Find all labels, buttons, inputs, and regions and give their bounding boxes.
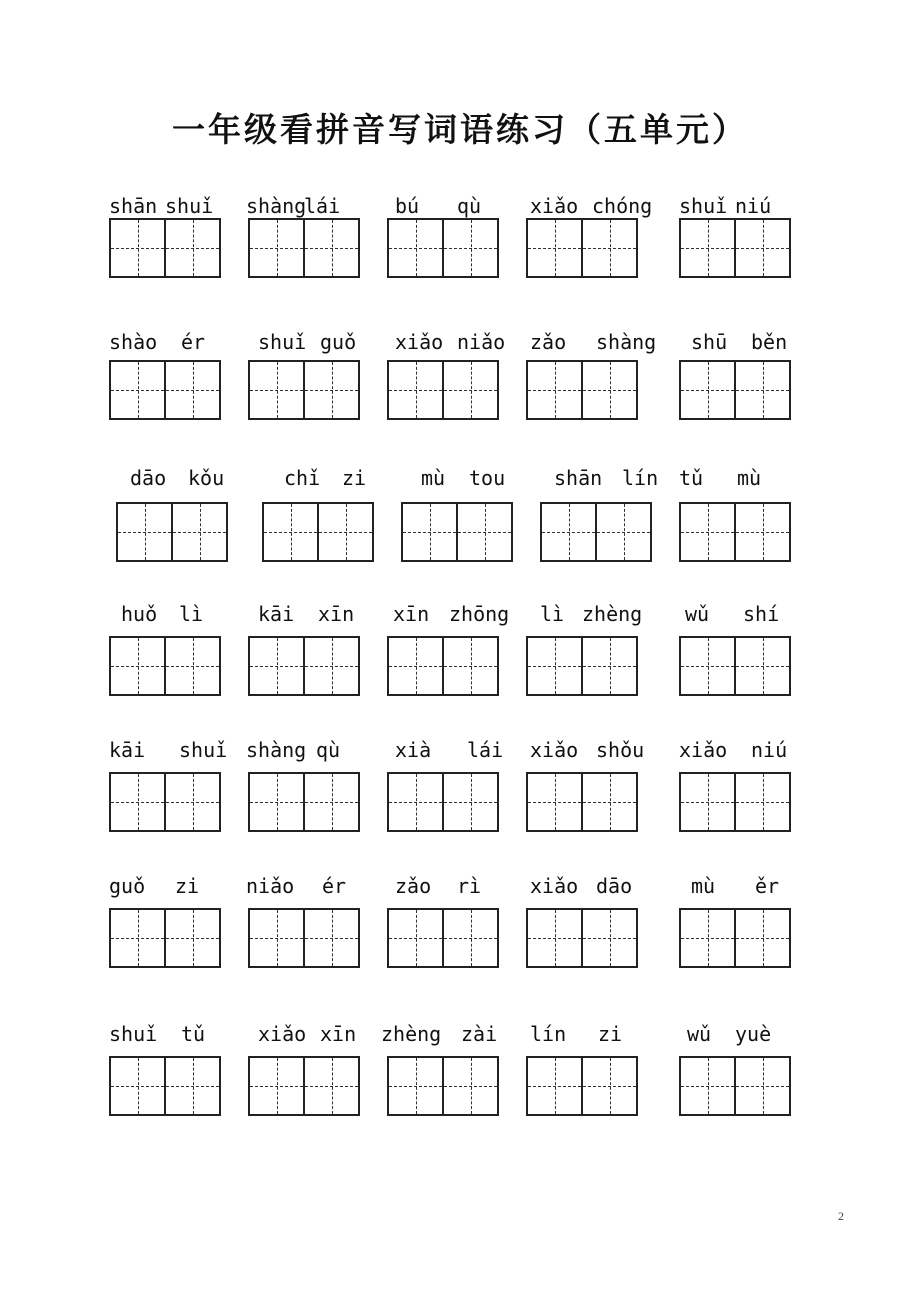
- pinyin-syllable: dāo: [130, 466, 167, 490]
- tian-zi-cell[interactable]: [681, 1058, 734, 1114]
- tian-zi-cell[interactable]: [681, 504, 734, 560]
- pinyin-syllable: shàng: [596, 330, 657, 354]
- tian-zi-cell[interactable]: [681, 220, 734, 276]
- pinyin-syllable: lì: [540, 602, 565, 626]
- tian-zi-cell[interactable]: [456, 504, 511, 560]
- writing-grid[interactable]: [679, 772, 791, 832]
- tian-zi-cell[interactable]: [303, 1058, 358, 1114]
- tian-zi-cell[interactable]: [595, 504, 650, 560]
- pinyin-syllable: qù: [457, 194, 482, 218]
- pinyin-syllable: shū: [691, 330, 728, 354]
- pinyin-syllable: kǒu: [188, 466, 225, 490]
- writing-grid[interactable]: [109, 360, 221, 420]
- tian-zi-cell[interactable]: [681, 910, 734, 966]
- pinyin-syllable: zǎo: [395, 874, 432, 898]
- tian-zi-cell[interactable]: [111, 774, 164, 830]
- writing-grid[interactable]: [248, 908, 360, 968]
- pinyin-syllable: shuǐ: [179, 738, 228, 762]
- tian-zi-cell[interactable]: [581, 910, 636, 966]
- tian-zi-cell[interactable]: [442, 774, 497, 830]
- tian-zi-cell[interactable]: [734, 220, 789, 276]
- pinyin-syllable: chǐ: [284, 466, 321, 490]
- writing-grid[interactable]: [109, 218, 221, 278]
- pinyin-syllable: mù: [737, 466, 762, 490]
- pinyin-syllable: tǔ: [181, 1022, 206, 1046]
- tian-zi-cell[interactable]: [528, 1058, 581, 1114]
- writing-grid[interactable]: [526, 1056, 638, 1116]
- tian-zi-cell[interactable]: [303, 638, 358, 694]
- pinyin-syllable: bú: [395, 194, 420, 218]
- tian-zi-cell[interactable]: [528, 774, 581, 830]
- pinyin-syllable: qù: [316, 738, 341, 762]
- pinyin-syllable: zi: [342, 466, 367, 490]
- pinyin-syllable: xiǎo: [258, 1022, 307, 1046]
- tian-zi-cell[interactable]: [528, 220, 581, 276]
- pinyin-syllable: mù: [421, 466, 446, 490]
- tian-zi-cell[interactable]: [734, 504, 789, 560]
- pinyin-syllable: xiǎo: [530, 738, 579, 762]
- pinyin-syllable: niú: [735, 194, 772, 218]
- tian-zi-cell[interactable]: [164, 220, 219, 276]
- pinyin-syllable: lín: [622, 466, 659, 490]
- tian-zi-cell[interactable]: [264, 504, 317, 560]
- pinyin-syllable: zhōng: [449, 602, 510, 626]
- pinyin-syllable: lái: [467, 738, 504, 762]
- writing-grid[interactable]: [387, 360, 499, 420]
- writing-grid[interactable]: [526, 218, 638, 278]
- tian-zi-cell[interactable]: [164, 362, 219, 418]
- pinyin-syllable: xiǎo: [530, 874, 579, 898]
- tian-zi-cell[interactable]: [542, 504, 595, 560]
- tian-zi-cell[interactable]: [681, 638, 734, 694]
- tian-zi-cell[interactable]: [164, 638, 219, 694]
- pinyin-syllable: zi: [598, 1022, 623, 1046]
- tian-zi-cell[interactable]: [734, 774, 789, 830]
- tian-zi-cell[interactable]: [250, 362, 303, 418]
- tian-zi-cell[interactable]: [734, 638, 789, 694]
- writing-grid[interactable]: [679, 502, 791, 562]
- writing-grid[interactable]: [679, 636, 791, 696]
- page-number: 2: [838, 1209, 844, 1223]
- writing-grid[interactable]: [248, 218, 360, 278]
- tian-zi-cell[interactable]: [734, 910, 789, 966]
- tian-zi-cell[interactable]: [317, 504, 372, 560]
- writing-grid[interactable]: [248, 1056, 360, 1116]
- pinyin-syllable: shuǐ: [109, 1022, 158, 1046]
- tian-zi-cell[interactable]: [389, 910, 442, 966]
- pinyin-syllable: tǔ: [679, 466, 704, 490]
- tian-zi-cell[interactable]: [250, 1058, 303, 1114]
- pinyin-syllable: wǔ: [687, 1022, 712, 1046]
- tian-zi-cell[interactable]: [164, 774, 219, 830]
- tian-zi-cell[interactable]: [389, 362, 442, 418]
- pinyin-syllable: xīn: [393, 602, 430, 626]
- tian-zi-cell[interactable]: [581, 1058, 636, 1114]
- tian-zi-cell[interactable]: [250, 220, 303, 276]
- tian-zi-cell[interactable]: [111, 910, 164, 966]
- writing-grid[interactable]: [248, 360, 360, 420]
- pinyin-syllable: huǒ: [121, 602, 158, 626]
- pinyin-syllable: dāo: [596, 874, 633, 898]
- tian-zi-cell[interactable]: [528, 910, 581, 966]
- pinyin-syllable: xià: [395, 738, 432, 762]
- pinyin-syllable: niú: [751, 738, 788, 762]
- pinyin-syllable: zǎo: [530, 330, 567, 354]
- page-title: 一年级看拼音写词语练习（五单元）: [172, 110, 748, 149]
- writing-grid[interactable]: [526, 772, 638, 832]
- pinyin-syllable: rì: [457, 874, 482, 898]
- tian-zi-cell[interactable]: [389, 1058, 442, 1114]
- tian-zi-cell[interactable]: [111, 362, 164, 418]
- tian-zi-cell[interactable]: [442, 910, 497, 966]
- pinyin-syllable: shuǐ: [258, 330, 307, 354]
- pinyin-syllable: běn: [751, 330, 788, 354]
- tian-zi-cell[interactable]: [111, 220, 164, 276]
- writing-grid[interactable]: [387, 636, 499, 696]
- writing-grid[interactable]: [387, 772, 499, 832]
- tian-zi-cell[interactable]: [581, 362, 636, 418]
- pinyin-syllable: guǒ: [320, 330, 357, 354]
- writing-grid[interactable]: [387, 908, 499, 968]
- tian-zi-cell[interactable]: [303, 362, 358, 418]
- tian-zi-cell[interactable]: [581, 774, 636, 830]
- writing-grid[interactable]: [526, 360, 638, 420]
- tian-zi-cell[interactable]: [442, 638, 497, 694]
- writing-grid[interactable]: [540, 502, 652, 562]
- pinyin-syllable: shàng: [246, 738, 307, 762]
- tian-zi-cell[interactable]: [303, 774, 358, 830]
- writing-grid[interactable]: [109, 1056, 221, 1116]
- tian-zi-cell[interactable]: [303, 220, 358, 276]
- tian-zi-cell[interactable]: [250, 910, 303, 966]
- pinyin-syllable: kāi: [109, 738, 146, 762]
- pinyin-syllable: kāi: [258, 602, 295, 626]
- tian-zi-cell[interactable]: [528, 362, 581, 418]
- pinyin-syllable: wǔ: [685, 602, 710, 626]
- pinyin-syllable: yuè: [735, 1022, 772, 1046]
- pinyin-syllable: shān: [109, 194, 158, 218]
- tian-zi-cell[interactable]: [734, 1058, 789, 1114]
- pinyin-syllable: niǎo: [246, 874, 295, 898]
- tian-zi-cell[interactable]: [581, 220, 636, 276]
- tian-zi-cell[interactable]: [403, 504, 456, 560]
- pinyin-syllable: tou: [469, 466, 506, 490]
- writing-grid[interactable]: [109, 636, 221, 696]
- pinyin-syllable: zài: [461, 1022, 498, 1046]
- writing-grid[interactable]: [679, 908, 791, 968]
- tian-zi-cell[interactable]: [681, 362, 734, 418]
- pinyin-syllable: shào: [109, 330, 158, 354]
- pinyin-syllable: ér: [181, 330, 206, 354]
- tian-zi-cell[interactable]: [250, 638, 303, 694]
- tian-zi-cell[interactable]: [389, 220, 442, 276]
- tian-zi-cell[interactable]: [734, 362, 789, 418]
- tian-zi-cell[interactable]: [111, 1058, 164, 1114]
- writing-grid[interactable]: [109, 772, 221, 832]
- tian-zi-cell[interactable]: [581, 638, 636, 694]
- pinyin-syllable: guǒ: [109, 874, 146, 898]
- pinyin-syllable: lín: [530, 1022, 567, 1046]
- pinyin-syllable: mù: [691, 874, 716, 898]
- pinyin-syllable: xīn: [318, 602, 355, 626]
- pinyin-syllable: shí: [743, 602, 780, 626]
- writing-grid[interactable]: [679, 218, 791, 278]
- pinyin-syllable: xīn: [320, 1022, 357, 1046]
- tian-zi-cell[interactable]: [164, 910, 219, 966]
- tian-zi-cell[interactable]: [528, 638, 581, 694]
- pinyin-syllable: xiǎo: [395, 330, 444, 354]
- pinyin-syllable: zhèng: [582, 602, 643, 626]
- writing-grid[interactable]: [248, 772, 360, 832]
- pinyin-syllable: zhèng: [381, 1022, 442, 1046]
- pinyin-syllable: shuǐ: [679, 194, 728, 218]
- tian-zi-cell[interactable]: [164, 1058, 219, 1114]
- writing-grid[interactable]: [262, 502, 374, 562]
- writing-grid[interactable]: [679, 360, 791, 420]
- pinyin-syllable: shàng: [246, 194, 307, 218]
- pinyin-syllable: shǒu: [596, 738, 645, 762]
- pinyin-syllable: xiǎo: [530, 194, 579, 218]
- tian-zi-cell[interactable]: [303, 910, 358, 966]
- writing-grid[interactable]: [526, 908, 638, 968]
- tian-zi-cell[interactable]: [118, 504, 171, 560]
- writing-grid[interactable]: [248, 636, 360, 696]
- pinyin-syllable: xiǎo: [679, 738, 728, 762]
- pinyin-syllable: lái: [304, 194, 341, 218]
- pinyin-syllable: chóng: [592, 194, 653, 218]
- pinyin-syllable: ér: [322, 874, 347, 898]
- tian-zi-cell[interactable]: [171, 504, 226, 560]
- writing-grid[interactable]: [401, 502, 513, 562]
- tian-zi-cell[interactable]: [442, 220, 497, 276]
- pinyin-syllable: shān: [554, 466, 603, 490]
- tian-zi-cell[interactable]: [250, 774, 303, 830]
- tian-zi-cell[interactable]: [111, 638, 164, 694]
- pinyin-syllable: zi: [175, 874, 200, 898]
- tian-zi-cell[interactable]: [442, 1058, 497, 1114]
- tian-zi-cell[interactable]: [389, 774, 442, 830]
- pinyin-syllable: niǎo: [457, 330, 506, 354]
- writing-grid[interactable]: [116, 502, 228, 562]
- pinyin-syllable: shuǐ: [165, 194, 214, 218]
- writing-grid[interactable]: [387, 218, 499, 278]
- tian-zi-cell[interactable]: [681, 774, 734, 830]
- pinyin-syllable: lì: [179, 602, 204, 626]
- writing-grid[interactable]: [679, 1056, 791, 1116]
- writing-grid[interactable]: [526, 636, 638, 696]
- writing-grid[interactable]: [387, 1056, 499, 1116]
- tian-zi-cell[interactable]: [442, 362, 497, 418]
- tian-zi-cell[interactable]: [389, 638, 442, 694]
- pinyin-syllable: ěr: [755, 874, 780, 898]
- writing-grid[interactable]: [109, 908, 221, 968]
